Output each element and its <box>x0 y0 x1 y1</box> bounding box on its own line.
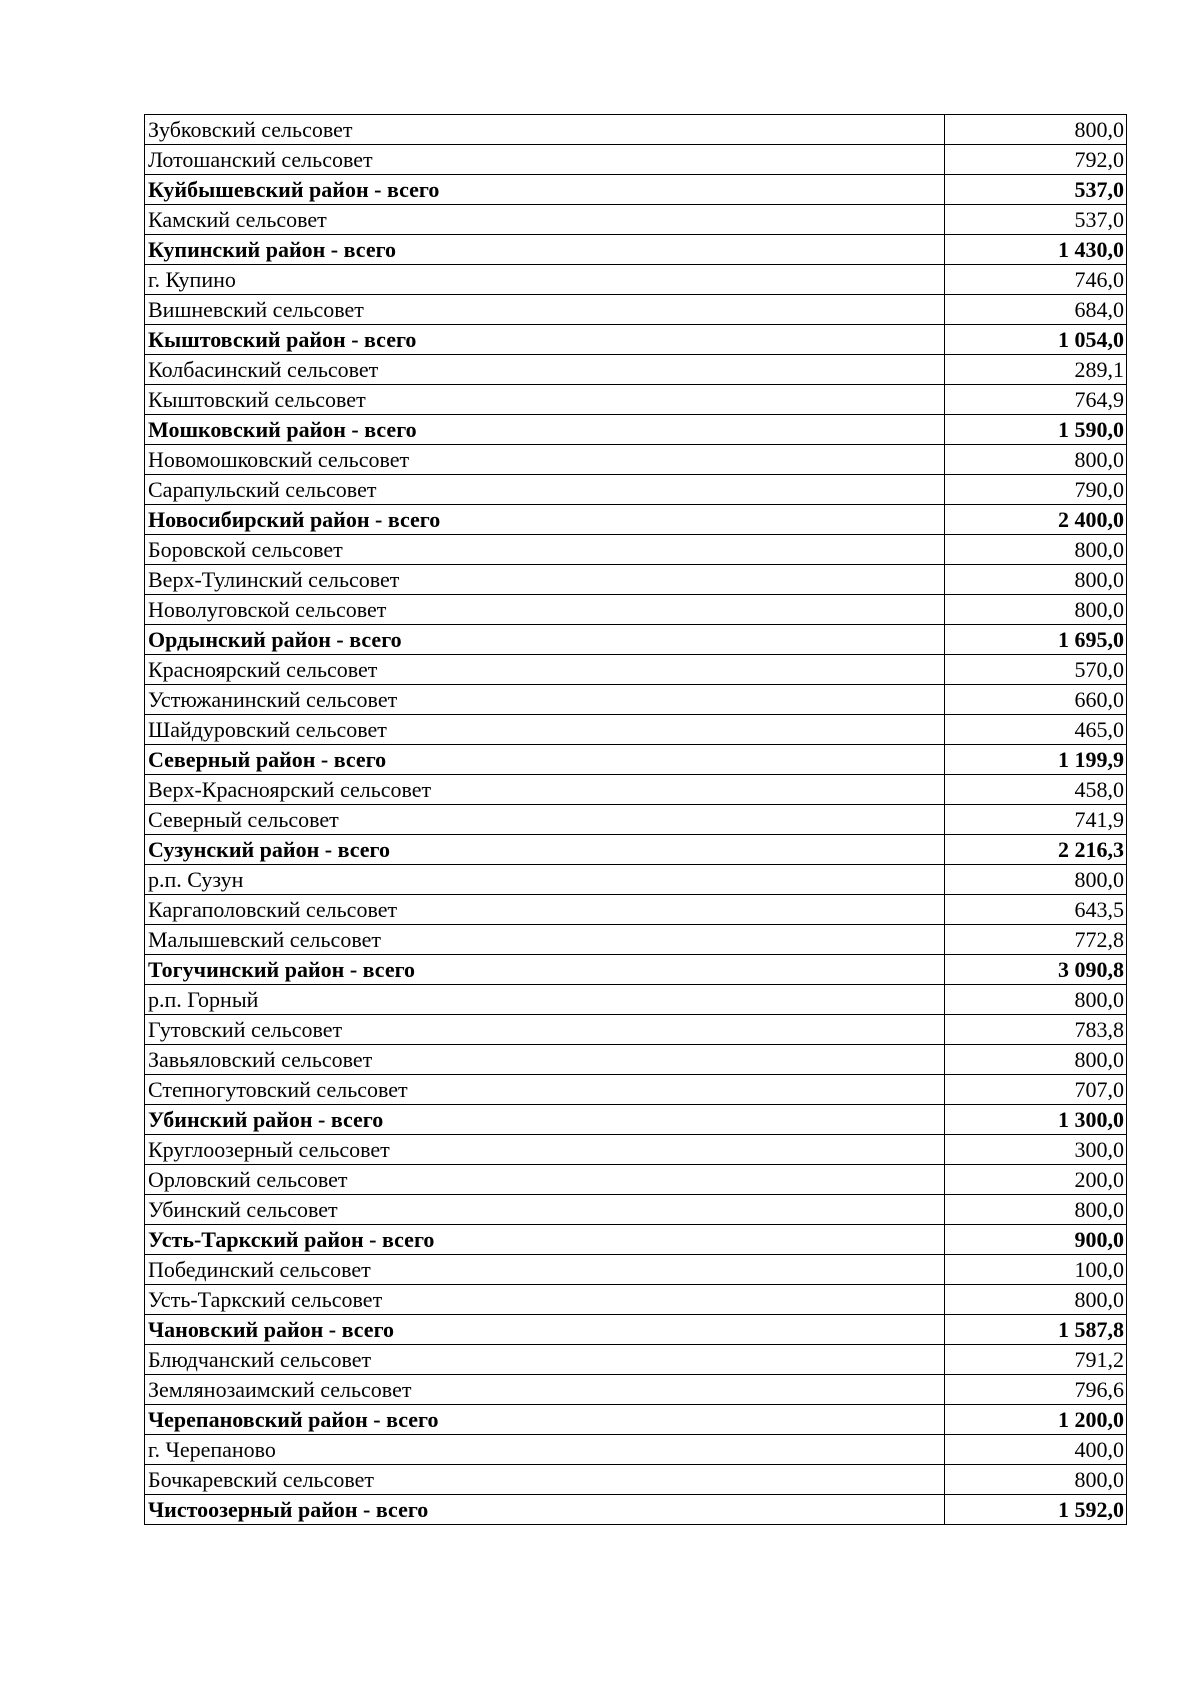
district-total-row <box>145 415 1127 445</box>
settlement-row <box>145 715 1127 745</box>
settlement-row <box>145 1075 1127 1105</box>
settlement-name-cell: р.п. Сузун <box>145 865 945 895</box>
settlement-name-cell: Шайдуровский сельсовет <box>145 715 945 745</box>
settlement-row <box>145 925 1127 955</box>
district-name-cell: Куйбышевский район - всего <box>145 175 945 205</box>
settlement-row <box>145 865 1127 895</box>
settlement-name-cell: Верх-Тулинский сельсовет <box>145 565 945 595</box>
settlement-name-cell: Красноярский сельсовет <box>145 655 945 685</box>
settlement-value-cell: 791,2 <box>945 1345 1127 1375</box>
settlement-value-cell: 537,0 <box>945 205 1127 235</box>
settlement-row <box>145 1375 1127 1405</box>
settlement-row <box>145 535 1127 565</box>
settlement-name-cell: Боровской сельсовет <box>145 535 945 565</box>
settlement-row <box>145 1135 1127 1165</box>
district-total-value-cell: 2 400,0 <box>945 505 1127 535</box>
district-total-value-cell: 1 200,0 <box>945 1405 1127 1435</box>
district-total-value-cell: 1 054,0 <box>945 325 1127 355</box>
district-total-value-cell: 1 587,8 <box>945 1315 1127 1345</box>
district-total-value-cell: 900,0 <box>945 1225 1127 1255</box>
settlement-value-cell: 458,0 <box>945 775 1127 805</box>
settlement-row <box>145 205 1127 235</box>
settlement-name-cell: Завьяловский сельсовет <box>145 1045 945 1075</box>
district-name-cell: Чистоозерный район - всего <box>145 1495 945 1525</box>
settlement-value-cell: 796,6 <box>945 1375 1127 1405</box>
settlement-row <box>145 1195 1127 1225</box>
settlement-value-cell: 800,0 <box>945 1045 1127 1075</box>
district-total-row <box>145 835 1127 865</box>
settlement-value-cell: 800,0 <box>945 1285 1127 1315</box>
settlement-value-cell: 465,0 <box>945 715 1127 745</box>
settlement-value-cell: 800,0 <box>945 1465 1127 1495</box>
settlement-row <box>145 775 1127 805</box>
settlement-value-cell: 300,0 <box>945 1135 1127 1165</box>
district-total-row <box>145 325 1127 355</box>
settlement-name-cell: Северный сельсовет <box>145 805 945 835</box>
allocation-table <box>144 114 1127 1525</box>
district-total-row <box>145 1405 1127 1435</box>
settlement-name-cell: Усть-Таркский сельсовет <box>145 1285 945 1315</box>
district-name-cell: Черепановский район - всего <box>145 1405 945 1435</box>
settlement-value-cell: 200,0 <box>945 1165 1127 1195</box>
settlement-row <box>145 1465 1127 1495</box>
settlement-name-cell: г. Черепаново <box>145 1435 945 1465</box>
settlement-value-cell: 800,0 <box>945 985 1127 1015</box>
settlement-name-cell: Сарапульский сельсовет <box>145 475 945 505</box>
settlement-value-cell: 746,0 <box>945 265 1127 295</box>
settlement-row <box>145 475 1127 505</box>
settlement-value-cell: 684,0 <box>945 295 1127 325</box>
district-total-row <box>145 505 1127 535</box>
settlement-value-cell: 800,0 <box>945 115 1127 145</box>
settlement-row <box>145 1165 1127 1195</box>
settlement-name-cell: Блюдчанский сельсовет <box>145 1345 945 1375</box>
district-total-value-cell: 2 216,3 <box>945 835 1127 865</box>
district-total-value-cell: 1 430,0 <box>945 235 1127 265</box>
district-total-value-cell: 1 300,0 <box>945 1105 1127 1135</box>
district-total-row <box>145 1105 1127 1135</box>
district-name-cell: Тогучинский район - всего <box>145 955 945 985</box>
district-name-cell: Чановский район - всего <box>145 1315 945 1345</box>
settlement-name-cell: Верх-Красноярский сельсовет <box>145 775 945 805</box>
settlement-row <box>145 1435 1127 1465</box>
settlement-name-cell: Землянозаимский сельсовет <box>145 1375 945 1405</box>
settlement-name-cell: Устюжанинский сельсовет <box>145 685 945 715</box>
settlement-value-cell: 783,8 <box>945 1015 1127 1045</box>
district-name-cell: Купинский район - всего <box>145 235 945 265</box>
settlement-row <box>145 1015 1127 1045</box>
settlement-row <box>145 595 1127 625</box>
settlement-name-cell: Зубковский сельсовет <box>145 115 945 145</box>
district-total-row <box>145 175 1127 205</box>
settlement-value-cell: 400,0 <box>945 1435 1127 1465</box>
district-total-row <box>145 1225 1127 1255</box>
district-total-value-cell: 537,0 <box>945 175 1127 205</box>
settlement-value-cell: 790,0 <box>945 475 1127 505</box>
settlement-row <box>145 1285 1127 1315</box>
district-total-row <box>145 955 1127 985</box>
settlement-name-cell: Круглоозерный сельсовет <box>145 1135 945 1165</box>
settlement-row <box>145 1045 1127 1075</box>
settlement-value-cell: 289,1 <box>945 355 1127 385</box>
settlement-name-cell: Вишневский сельсовет <box>145 295 945 325</box>
settlement-value-cell: 800,0 <box>945 865 1127 895</box>
settlement-value-cell: 800,0 <box>945 445 1127 475</box>
district-name-cell: Мошковский район - всего <box>145 415 945 445</box>
settlement-row <box>145 265 1127 295</box>
settlement-row <box>145 145 1127 175</box>
district-name-cell: Северный район - всего <box>145 745 945 775</box>
settlement-name-cell: Кыштовский сельсовет <box>145 385 945 415</box>
settlement-value-cell: 800,0 <box>945 565 1127 595</box>
district-total-row <box>145 745 1127 775</box>
allocation-table-body <box>145 115 1127 1525</box>
settlement-name-cell: Новолуговской сельсовет <box>145 595 945 625</box>
settlement-value-cell: 570,0 <box>945 655 1127 685</box>
district-total-row <box>145 1315 1127 1345</box>
settlement-row <box>145 295 1127 325</box>
settlement-name-cell: Малышевский сельсовет <box>145 925 945 955</box>
settlement-name-cell: Колбасинский сельсовет <box>145 355 945 385</box>
settlement-value-cell: 741,9 <box>945 805 1127 835</box>
settlement-row <box>145 355 1127 385</box>
district-name-cell: Усть-Таркский район - всего <box>145 1225 945 1255</box>
district-total-value-cell: 1 590,0 <box>945 415 1127 445</box>
settlement-name-cell: Бочкаревский сельсовет <box>145 1465 945 1495</box>
district-name-cell: Новосибирский район - всего <box>145 505 945 535</box>
district-total-value-cell: 1 199,9 <box>945 745 1127 775</box>
district-total-row <box>145 625 1127 655</box>
district-name-cell: Сузунский район - всего <box>145 835 945 865</box>
settlement-value-cell: 707,0 <box>945 1075 1127 1105</box>
settlement-row <box>145 805 1127 835</box>
settlement-name-cell: Каргаполовский сельсовет <box>145 895 945 925</box>
settlement-row <box>145 985 1127 1015</box>
settlement-row <box>145 1345 1127 1375</box>
district-total-value-cell: 1 592,0 <box>945 1495 1127 1525</box>
settlement-name-cell: Новомошковский сельсовет <box>145 445 945 475</box>
settlement-row <box>145 895 1127 925</box>
settlement-value-cell: 792,0 <box>945 145 1127 175</box>
settlement-row <box>145 1255 1127 1285</box>
district-total-row <box>145 1495 1127 1525</box>
district-total-row <box>145 235 1127 265</box>
settlement-value-cell: 764,9 <box>945 385 1127 415</box>
settlement-name-cell: г. Купино <box>145 265 945 295</box>
settlement-name-cell: Орловский сельсовет <box>145 1165 945 1195</box>
district-total-value-cell: 1 695,0 <box>945 625 1127 655</box>
district-name-cell: Убинский район - всего <box>145 1105 945 1135</box>
settlement-value-cell: 800,0 <box>945 595 1127 625</box>
settlement-row <box>145 685 1127 715</box>
settlement-name-cell: Убинский сельсовет <box>145 1195 945 1225</box>
settlement-row <box>145 655 1127 685</box>
settlement-value-cell: 800,0 <box>945 535 1127 565</box>
district-name-cell: Ордынский район - всего <box>145 625 945 655</box>
district-total-value-cell: 3 090,8 <box>945 955 1127 985</box>
settlement-value-cell: 800,0 <box>945 1195 1127 1225</box>
settlement-row <box>145 565 1127 595</box>
settlement-row <box>145 385 1127 415</box>
settlement-row <box>145 445 1127 475</box>
settlement-value-cell: 660,0 <box>945 685 1127 715</box>
settlement-name-cell: р.п. Горный <box>145 985 945 1015</box>
settlement-value-cell: 772,8 <box>945 925 1127 955</box>
settlement-name-cell: Гутовский сельсовет <box>145 1015 945 1045</box>
settlement-name-cell: Степногутовский сельсовет <box>145 1075 945 1105</box>
settlement-name-cell: Побединский сельсовет <box>145 1255 945 1285</box>
settlement-value-cell: 643,5 <box>945 895 1127 925</box>
district-name-cell: Кыштовский район - всего <box>145 325 945 355</box>
settlement-name-cell: Лотошанский сельсовет <box>145 145 945 175</box>
settlement-name-cell: Камский сельсовет <box>145 205 945 235</box>
settlement-value-cell: 100,0 <box>945 1255 1127 1285</box>
settlement-row <box>145 115 1127 145</box>
